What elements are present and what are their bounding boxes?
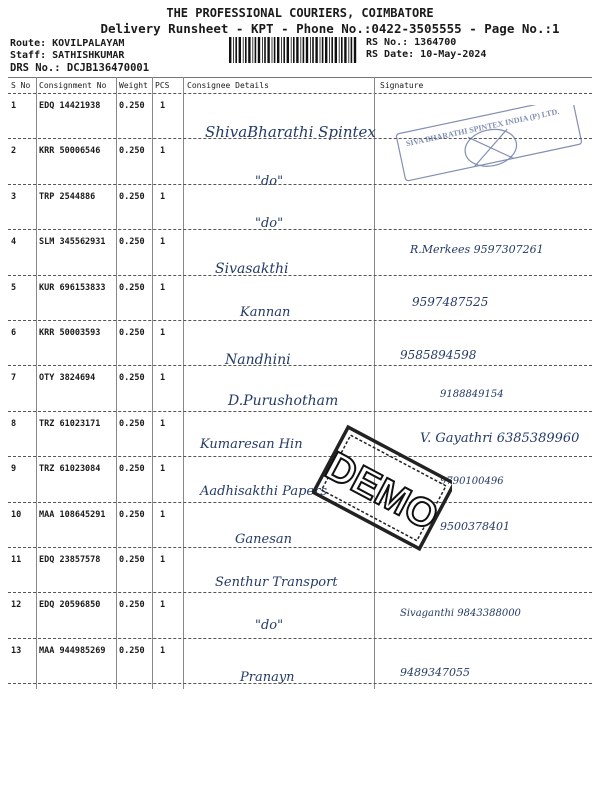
barcode-bar (291, 37, 292, 63)
column-header-signature: Signature (380, 81, 424, 90)
barcode-bar (315, 37, 317, 63)
header-divider (8, 93, 592, 94)
table-top-border (8, 77, 592, 78)
barcode-bar (293, 37, 295, 63)
barcode-bar (264, 37, 266, 63)
row-consignee: "do" (255, 618, 284, 634)
row-consignment-no: OTY 3824694 (39, 373, 96, 384)
row-consignment-no: TRP 2544886 (39, 191, 96, 202)
row-signature: V. Gayathri 6385389960 (420, 430, 580, 446)
barcode-bar (262, 37, 263, 63)
barcode-bar (354, 37, 356, 63)
row-consignment-no: KRR 50003593 (39, 328, 101, 338)
row-consignee: Nandhini (225, 352, 291, 368)
barcode-bar (233, 37, 234, 63)
row-pcs: 1 (160, 373, 166, 384)
barcode-bar (344, 37, 346, 63)
row-signature: R.Merkees 9597307261 (410, 243, 544, 257)
row-weight: 0.250 (119, 509, 145, 520)
row-signature: 9790100496 (440, 476, 504, 488)
row-weight: 0.250 (119, 237, 145, 248)
row-divider (8, 320, 592, 321)
row-consignee: ShivaBharathi Spintex (205, 123, 376, 141)
row-sno: 4 (11, 237, 17, 248)
row-signature: 9188849154 (440, 389, 504, 401)
row-weight: 0.250 (119, 191, 145, 202)
barcode-bar (296, 37, 298, 63)
barcode-bar (274, 37, 276, 63)
row-consignment-no: EDQ 20596850 (39, 600, 101, 611)
barcode-bar (281, 37, 282, 63)
row-consignee: Kumaresan Hin (200, 436, 303, 452)
demo-watermark (312, 412, 452, 562)
column-divider (36, 77, 37, 689)
row-consignment-no: MAA 108645291 (39, 509, 106, 520)
row-weight: 0.250 (119, 373, 145, 384)
row-divider (8, 456, 592, 457)
row-sno: 12 (11, 600, 22, 611)
barcode-bar (339, 37, 340, 63)
rs-number: RS No.: 1364700 (366, 37, 457, 48)
row-sno: 13 (11, 645, 22, 656)
barcode-bar (283, 37, 285, 63)
row-divider (8, 365, 592, 366)
barcode-bar (287, 37, 289, 63)
column-divider (152, 77, 153, 689)
row-sno: 7 (11, 373, 17, 384)
row-signature: 9597487525 (412, 294, 489, 309)
row-consignment-no: EDQ 14421938 (39, 101, 101, 111)
barcode-bar (341, 37, 343, 63)
barcode-bar (331, 37, 333, 63)
row-pcs: 1 (160, 328, 166, 338)
row-consignment-no: EDQ 23857578 (39, 555, 101, 565)
row-consignment-no: KUR 696153833 (39, 282, 106, 293)
barcode-bar (277, 37, 279, 63)
barcode-bar (229, 37, 231, 63)
row-consignee: "do" (255, 174, 284, 190)
barcode-bar (245, 37, 247, 63)
barcode-bar (300, 37, 301, 63)
row-consignee: Ganesan (235, 531, 292, 547)
row-sno: 3 (11, 191, 17, 202)
row-divider (8, 229, 592, 230)
barcode-bar (252, 37, 253, 63)
barcode-bar (325, 37, 327, 63)
rs-date: RS Date: 10-May-2024 (366, 49, 487, 60)
column-header-sno: S No (11, 81, 31, 90)
row-weight: 0.250 (119, 101, 145, 111)
barcode-bar (312, 37, 314, 63)
barcode-bar (255, 37, 257, 63)
row-divider (8, 638, 592, 639)
company-title: THE PROFESSIONAL COURIERS, COIMBATORE (166, 6, 434, 20)
column-header-weight: Weight (119, 81, 148, 90)
row-consignee: D.Purushotham (228, 393, 339, 410)
column-header-consignee: Consignee Details (187, 81, 269, 90)
row-consignee: Kannan (240, 304, 291, 320)
row-signature: 9489347055 (400, 665, 470, 679)
company-stamp (370, 105, 590, 185)
row-consignment-no: TRZ 61023084 (39, 464, 101, 475)
row-consignee: "do" (255, 215, 284, 231)
row-weight: 0.250 (119, 464, 145, 475)
barcode-bar (322, 37, 324, 63)
row-consignment-no: MAA 944985269 (39, 645, 106, 656)
row-pcs: 1 (160, 146, 166, 157)
barcode-bar (248, 37, 250, 63)
barcode-bar (258, 37, 260, 63)
row-signature: 9585894598 (400, 348, 477, 362)
barcode-bar (235, 37, 237, 63)
barcode-bar (310, 37, 311, 63)
row-sno: 11 (11, 555, 22, 565)
row-divider (8, 683, 592, 684)
barcode-bar (243, 37, 244, 63)
row-pcs: 1 (160, 509, 166, 520)
barcode-bar (272, 37, 273, 63)
row-weight: 0.250 (119, 146, 145, 157)
row-pcs: 1 (160, 282, 166, 293)
row-weight: 0.250 (119, 328, 145, 338)
barcode-bar (348, 37, 349, 63)
row-weight: 0.250 (119, 282, 145, 293)
route-label: Route: KOVILPALAYAM (10, 38, 125, 49)
row-consignee: Pranayn (240, 669, 295, 685)
row-sno: 5 (11, 282, 17, 293)
barcode-bar (335, 37, 337, 63)
row-signature: Sivaganthi 9843388000 (400, 608, 521, 620)
barcode-bar (351, 37, 353, 63)
barcode-bar (239, 37, 241, 63)
row-pcs: 1 (160, 555, 166, 565)
row-divider (8, 502, 592, 503)
row-divider (8, 275, 592, 276)
row-consignee: Senthur Transport (215, 575, 338, 590)
row-sno: 1 (11, 101, 17, 111)
row-pcs: 1 (160, 645, 166, 656)
row-weight: 0.250 (119, 600, 145, 611)
row-consignment-no: TRZ 61023171 (39, 418, 101, 429)
drs-number: DRS No.: DCJB136470001 (10, 62, 150, 74)
row-sno: 9 (11, 464, 17, 475)
row-pcs: 1 (160, 237, 166, 248)
barcode (229, 37, 359, 63)
row-pcs: 1 (160, 101, 166, 111)
row-pcs: 1 (160, 464, 166, 475)
barcode-bar (306, 37, 308, 63)
row-weight: 0.250 (119, 645, 145, 656)
barcode-bar (267, 37, 269, 63)
row-consignment-no: KRR 50006546 (39, 146, 101, 157)
row-pcs: 1 (160, 191, 166, 202)
row-pcs: 1 (160, 418, 166, 429)
row-sno: 8 (11, 418, 17, 429)
column-divider (116, 77, 117, 689)
runsheet-subtitle: Delivery Runsheet - KPT - Phone No.:0422-3505555 - Page No.:1 (100, 21, 560, 36)
column-divider (183, 77, 184, 689)
row-divider (8, 592, 592, 593)
row-divider (8, 411, 592, 412)
column-header-pcs: PCS (155, 81, 170, 90)
barcode-bar (303, 37, 305, 63)
staff-label: Staff: SATHISHKUMAR (10, 50, 125, 61)
row-weight: 0.250 (119, 555, 145, 565)
row-sno: 2 (11, 146, 17, 157)
row-signature: 9500378401 (440, 519, 510, 533)
row-pcs: 1 (160, 600, 166, 611)
row-consignment-no: SLM 345562931 (39, 237, 106, 248)
column-header-consignment: Consignment No (39, 81, 107, 90)
row-sno: 6 (11, 328, 17, 338)
row-consignee: Aadhisakthi Papers (200, 484, 327, 500)
demo-text: DEMO (318, 443, 446, 540)
stamp-text: SIVA BHARATHI SPINTEX INDIA (P) LTD. (405, 106, 561, 149)
barcode-bar (329, 37, 330, 63)
row-sno: 10 (11, 509, 22, 520)
row-divider (8, 547, 592, 548)
row-weight: 0.250 (119, 418, 145, 429)
barcode-bar (320, 37, 321, 63)
row-consignee: Sivasakthi (215, 261, 289, 278)
